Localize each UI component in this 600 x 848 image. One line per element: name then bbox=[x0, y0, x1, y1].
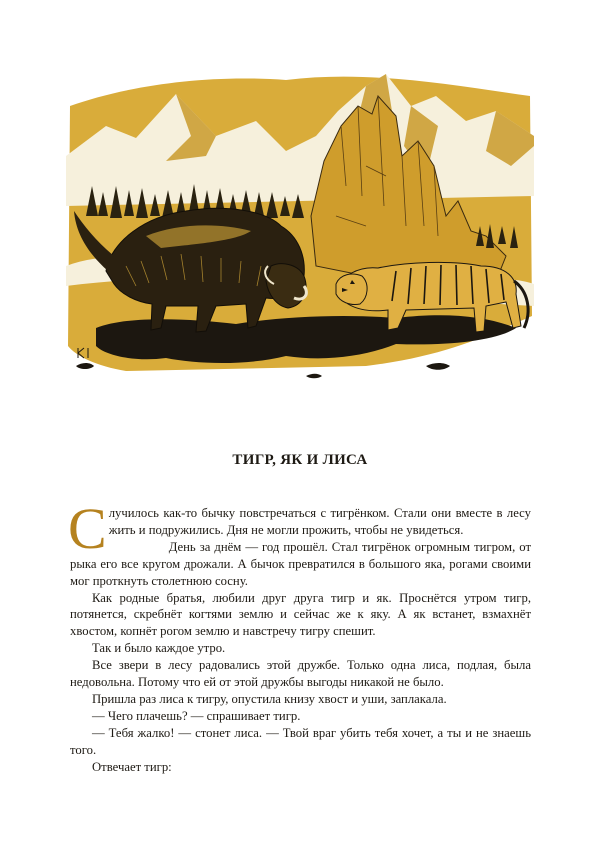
paragraph-1 bbox=[68, 496, 531, 561]
paragraph-1-text: лучилось как-то бычку повстречаться с тигрёнком. Стали они вместе в лесу жить и подружились. Дня не могли прожить, чтобы не увидеться. bbox=[108, 506, 531, 537]
paragraph-8: — Тебя жалко! — стонет лиса. — Твой враг убить тебя хочет, а ты и не знаешь того. bbox=[70, 725, 531, 757]
paragraph-2: День за днём — год прошёл. Стал тигрёнок огромным тигром, от рыка его все кругом дрожали. А бычок превратился в большого яка, рогами своими мог проткнуть столетнюю сосну. bbox=[70, 539, 531, 588]
paragraph-6: Пришла раз лиса к тигру, опустила книзу хвост и уши, заплакала. bbox=[92, 691, 447, 706]
illustration-svg bbox=[66, 66, 534, 396]
paragraph-3: Как родные братья, любили друг друга тигр и як. Проснётся утром тигр, потянется, скребнёт когтями землю и сейчас же к яку. А як встанет, взмахнёт хвостом, копнёт рогом землю и навстречу тигру спешит. bbox=[70, 590, 531, 639]
story-body bbox=[68, 496, 531, 776]
paragraph-5: Все звери в лесу радовались этой дружбе. Только одна лиса, подлая, была недовольна. Потому что ей от этой дружбы выгоды никакой не было. bbox=[70, 658, 531, 690]
yak-and-tiger-illustration bbox=[66, 66, 534, 396]
drop-cap: С bbox=[68, 496, 107, 561]
paragraph-7: — Чего плачешь? — спрашивает тигр. bbox=[92, 708, 301, 723]
paragraph-9: Отвечает тигр: bbox=[92, 759, 172, 774]
paragraph-4: Так и было каждое утро. bbox=[92, 641, 226, 656]
story-title: ТИГР, ЯК И ЛИСА bbox=[232, 452, 368, 468]
